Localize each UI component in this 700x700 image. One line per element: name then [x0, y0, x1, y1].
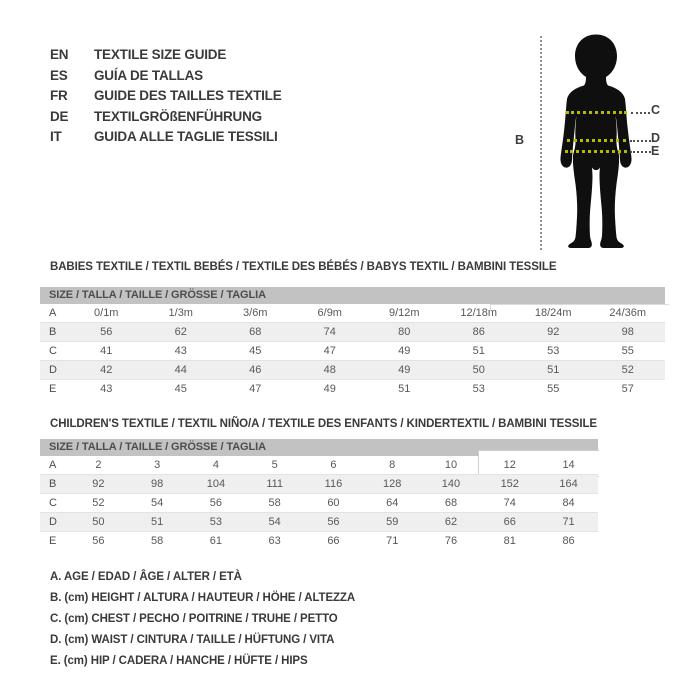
lang-row-es — [50, 66, 282, 87]
row-label: C — [40, 494, 69, 513]
table-cell: 140 — [422, 475, 481, 494]
row-label: C — [40, 342, 69, 361]
table-cell: 49 — [293, 380, 368, 399]
table-cell: 53 — [442, 380, 517, 399]
children-size-header-bar: SIZE / TALLA / TAILLE / GRÖSSE / TAGLIA — [40, 439, 598, 456]
lang-row-de — [50, 107, 282, 128]
table-cell: 56 — [69, 532, 128, 551]
lang-row-en — [50, 45, 282, 66]
table-cell: 54 — [245, 513, 304, 532]
table-cell: 6 — [330, 459, 337, 471]
table-cell: 84 — [539, 494, 598, 513]
row-label: E — [40, 380, 69, 399]
table-cell: 50 — [69, 513, 128, 532]
hip-measure-line — [565, 150, 627, 153]
measurement-legend — [50, 567, 355, 672]
table-cell: 3 — [154, 459, 161, 471]
table-row — [40, 475, 598, 494]
table-cell: 56 — [69, 323, 144, 342]
table-cell: 68 — [218, 323, 293, 342]
table-cell: 57 — [591, 380, 666, 399]
height-label: B — [515, 133, 525, 147]
table-cell: 8 — [389, 459, 396, 471]
table-cell: 6/9m — [317, 307, 342, 319]
babies-section-title: BABIES TEXTILE / TEXTIL BEBÉS / TEXTILE DES BÉBÉS / BABYS TEXTIL / BAMBINI TESSILE — [50, 261, 557, 273]
table-cell: 52 — [69, 494, 128, 513]
row-label: A — [49, 459, 57, 471]
babies-highlight-outline — [490, 304, 669, 311]
lang-code: DE — [50, 108, 69, 124]
table-cell: 12 — [503, 459, 516, 471]
table-cell: 56 — [304, 513, 363, 532]
table-row — [40, 323, 665, 342]
chest-leader-line — [631, 112, 650, 114]
legend-hip: E. (cm) HIP / CADERA / HANCHE / HÜFTE / HIPS — [50, 655, 308, 667]
table-cell: 62 — [422, 513, 481, 532]
table-cell: 52 — [591, 361, 666, 380]
table-cell: 42 — [69, 361, 144, 380]
table-cell: 3/6m — [243, 307, 268, 319]
table-cell: 128 — [363, 475, 422, 494]
table-row — [40, 532, 598, 551]
table-cell: 74 — [480, 494, 539, 513]
row-label: D — [40, 513, 69, 532]
lang-title: GUIDA ALLE TAGLIE TESSILI — [94, 129, 278, 145]
height-measure-line — [540, 36, 542, 250]
lang-row-fr — [50, 86, 282, 107]
table-cell: 54 — [128, 494, 187, 513]
lang-code: FR — [50, 88, 68, 104]
table-cell: 4 — [212, 459, 219, 471]
table-cell: 111 — [245, 475, 304, 494]
lang-code: EN — [50, 47, 69, 62]
table-cell: 48 — [293, 361, 368, 380]
table-cell: 18/24m — [534, 307, 572, 319]
table-cell: 5 — [271, 459, 278, 471]
table-cell: 51 — [128, 513, 187, 532]
legend-chest: C. (cm) CHEST / PECHO / POITRINE / TRUHE / PETTO — [50, 613, 338, 625]
table-cell: 58 — [128, 532, 187, 551]
hip-leader-line — [630, 151, 651, 153]
table-cell: 92 — [69, 475, 128, 494]
table-cell: 62 — [144, 323, 219, 342]
lang-code: IT — [50, 129, 62, 145]
table-cell: 74 — [293, 323, 368, 342]
table-cell: 98 — [591, 323, 666, 342]
chest-measure-line — [566, 111, 627, 114]
waist-label: D — [651, 131, 661, 145]
table-cell: 152 — [480, 475, 539, 494]
waist-leader-line — [630, 140, 651, 142]
lang-title: TEXTILGRÖßENFÜHRUNG — [94, 108, 262, 124]
lang-code: ES — [50, 67, 68, 83]
table-cell: 60 — [304, 494, 363, 513]
chest-label: C — [651, 103, 661, 117]
table-cell: 59 — [363, 513, 422, 532]
waist-measure-line — [567, 139, 626, 142]
table-cell: 51 — [442, 342, 517, 361]
row-label: B — [40, 323, 69, 342]
table-cell: 53 — [187, 513, 246, 532]
table-cell: 116 — [304, 475, 363, 494]
table-cell: 64 — [363, 494, 422, 513]
lang-title: GUÍA DE TALLAS — [94, 67, 203, 83]
row-label: D — [40, 361, 69, 380]
table-cell: 66 — [304, 532, 363, 551]
table-row — [40, 494, 598, 513]
table-cell: 92 — [516, 323, 591, 342]
table-cell: 12/18m — [460, 307, 498, 319]
table-cell: 164 — [539, 475, 598, 494]
table-cell: 14 — [562, 459, 575, 471]
table-cell: 45 — [218, 342, 293, 361]
table-cell: 1/3m — [168, 307, 193, 319]
legend-height: B. (cm) HEIGHT / ALTURA / HAUTEUR / HÖHE / ALTEZZA — [50, 592, 356, 604]
table-cell: 24/36m — [609, 307, 647, 319]
table-cell: 45 — [144, 380, 219, 399]
table-cell: 61 — [187, 532, 246, 551]
table-cell: 81 — [480, 532, 539, 551]
table-cell: 80 — [367, 323, 442, 342]
table-cell: 2 — [95, 459, 102, 471]
table-cell: 71 — [363, 532, 422, 551]
table-row — [40, 456, 598, 475]
lang-row-it — [50, 127, 282, 148]
table-cell: 86 — [539, 532, 598, 551]
table-cell: 66 — [480, 513, 539, 532]
table-cell: 50 — [442, 361, 517, 380]
table-cell: 68 — [422, 494, 481, 513]
lang-title: GUIDE DES TAILLES TEXTILE — [94, 88, 282, 104]
table-row — [40, 342, 665, 361]
table-cell: 51 — [367, 380, 442, 399]
table-cell: 86 — [442, 323, 517, 342]
babies-size-table — [40, 287, 665, 398]
table-cell: 76 — [422, 532, 481, 551]
table-cell: 55 — [516, 380, 591, 399]
table-cell: 55 — [591, 342, 666, 361]
children-section-title: CHILDREN'S TEXTILE / TEXTIL NIÑO/A / TEXTILE DES ENFANTS / KINDERTEXTIL / BAMBINI TESSILE — [50, 418, 597, 430]
table-cell: 104 — [187, 475, 246, 494]
legend-age: A. AGE / EDAD / ÂGE / ALTER / ETÀ — [50, 571, 242, 583]
table-cell: 46 — [218, 361, 293, 380]
children-size-table — [40, 439, 598, 550]
table-row — [40, 380, 665, 399]
row-label: A — [49, 307, 57, 319]
babies-size-header-bar: SIZE / TALLA / TAILLE / GRÖSSE / TAGLIA — [40, 287, 665, 304]
language-title-list — [50, 45, 282, 148]
table-cell: 41 — [69, 342, 144, 361]
table-cell: 49 — [367, 361, 442, 380]
table-cell: 43 — [69, 380, 144, 399]
table-cell: 44 — [144, 361, 219, 380]
table-cell: 53 — [516, 342, 591, 361]
table-cell: 47 — [293, 342, 368, 361]
table-cell: 43 — [144, 342, 219, 361]
table-cell: 9/12m — [388, 307, 420, 319]
table-cell: 47 — [218, 380, 293, 399]
table-cell: 10 — [444, 459, 458, 471]
table-cell: 63 — [245, 532, 304, 551]
lang-title: TEXTILE SIZE GUIDE — [94, 47, 227, 62]
table-cell: 51 — [516, 361, 591, 380]
row-label: B — [40, 475, 69, 494]
table-cell: 58 — [245, 494, 304, 513]
hip-label: E — [651, 144, 660, 158]
table-row — [40, 361, 665, 380]
table-cell: 56 — [187, 494, 246, 513]
row-label: E — [40, 532, 69, 551]
table-row — [40, 513, 598, 532]
table-cell: 98 — [128, 475, 187, 494]
table-cell: 49 — [367, 342, 442, 361]
table-cell: 0/1m — [94, 307, 119, 319]
table-cell: 71 — [539, 513, 598, 532]
legend-waist: D. (cm) WAIST / CINTURA / TAILLE / HÜFTUNG / VITA — [50, 634, 335, 646]
